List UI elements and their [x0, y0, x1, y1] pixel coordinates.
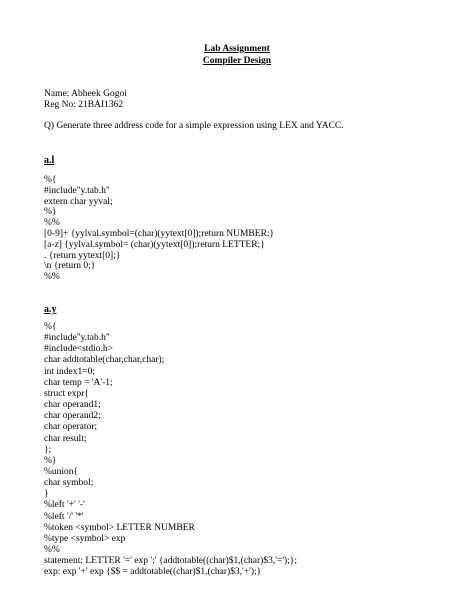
code-line: \n {return 0;}	[44, 261, 96, 272]
code-line: };	[44, 444, 52, 455]
code-line: char result;	[44, 433, 87, 444]
code-line: %token <symbol> LETTER NUMBER	[44, 522, 195, 533]
code-line: %{	[44, 175, 57, 185]
code-line: #include"y.tab.h"	[44, 333, 110, 344]
code-line: %}	[44, 207, 57, 218]
code-line: %%	[44, 218, 60, 229]
code-line: #include<stdio.h>	[44, 344, 114, 355]
code-line: . {return yytext[0];}	[44, 250, 121, 261]
code-line: %%	[44, 272, 60, 283]
code-line: char operator;	[44, 422, 98, 433]
code-line: #include"y.tab.h"	[44, 185, 110, 196]
code-line: %%	[44, 545, 60, 555]
code-line: %}	[44, 455, 57, 466]
code-line: %left '+' '-'	[44, 500, 85, 511]
code-line: struct expr{	[44, 388, 89, 399]
section-heading-yacc: a.y	[44, 304, 57, 315]
code-line: char operand1;	[44, 400, 101, 411]
code-line: char addtotable(char,char,char);	[44, 355, 165, 366]
code-line: %left '/' '*'	[44, 511, 84, 522]
question-text: Q) Generate three address code for a simple expression using LEX and YACC.	[44, 121, 344, 131]
code-line: statement: LETTER '=' exp ';' {addtotable((char)$1,(char)$3,'=');};	[44, 556, 298, 567]
code-line: [0-9]+ {yylval.symbol=(char)(yytext[0]);return NUMBER;}	[44, 229, 275, 239]
section-heading-lex: a.l	[44, 155, 55, 166]
code-line: %union{	[44, 466, 79, 477]
code-line: char temp = 'A'-1;	[44, 377, 113, 388]
code-line: }	[44, 489, 49, 500]
student-name: Name: Abheek Gogoi	[44, 89, 127, 99]
student-reg: Reg No: 21BAI1362	[44, 100, 124, 110]
code-line: %type <symbol> exp	[44, 533, 126, 544]
code-line: extern char yyval;	[44, 196, 113, 207]
document-subtitle: Compiler Design	[202, 56, 272, 66]
code-line: char operand2;	[44, 411, 101, 422]
code-line: int index1=0;	[44, 366, 96, 377]
document-title: Lab Assignment	[204, 44, 270, 54]
code-line: exp: exp '+' exp {$$ = addtotable((char)$1,(char)$3,'+');}	[44, 567, 262, 578]
code-line: char symbol;	[44, 478, 94, 489]
code-line: %{	[44, 322, 57, 332]
code-line: [a-z] {yylval.symbol= (char)(yytext[0]);return LETTER;}	[44, 239, 265, 250]
